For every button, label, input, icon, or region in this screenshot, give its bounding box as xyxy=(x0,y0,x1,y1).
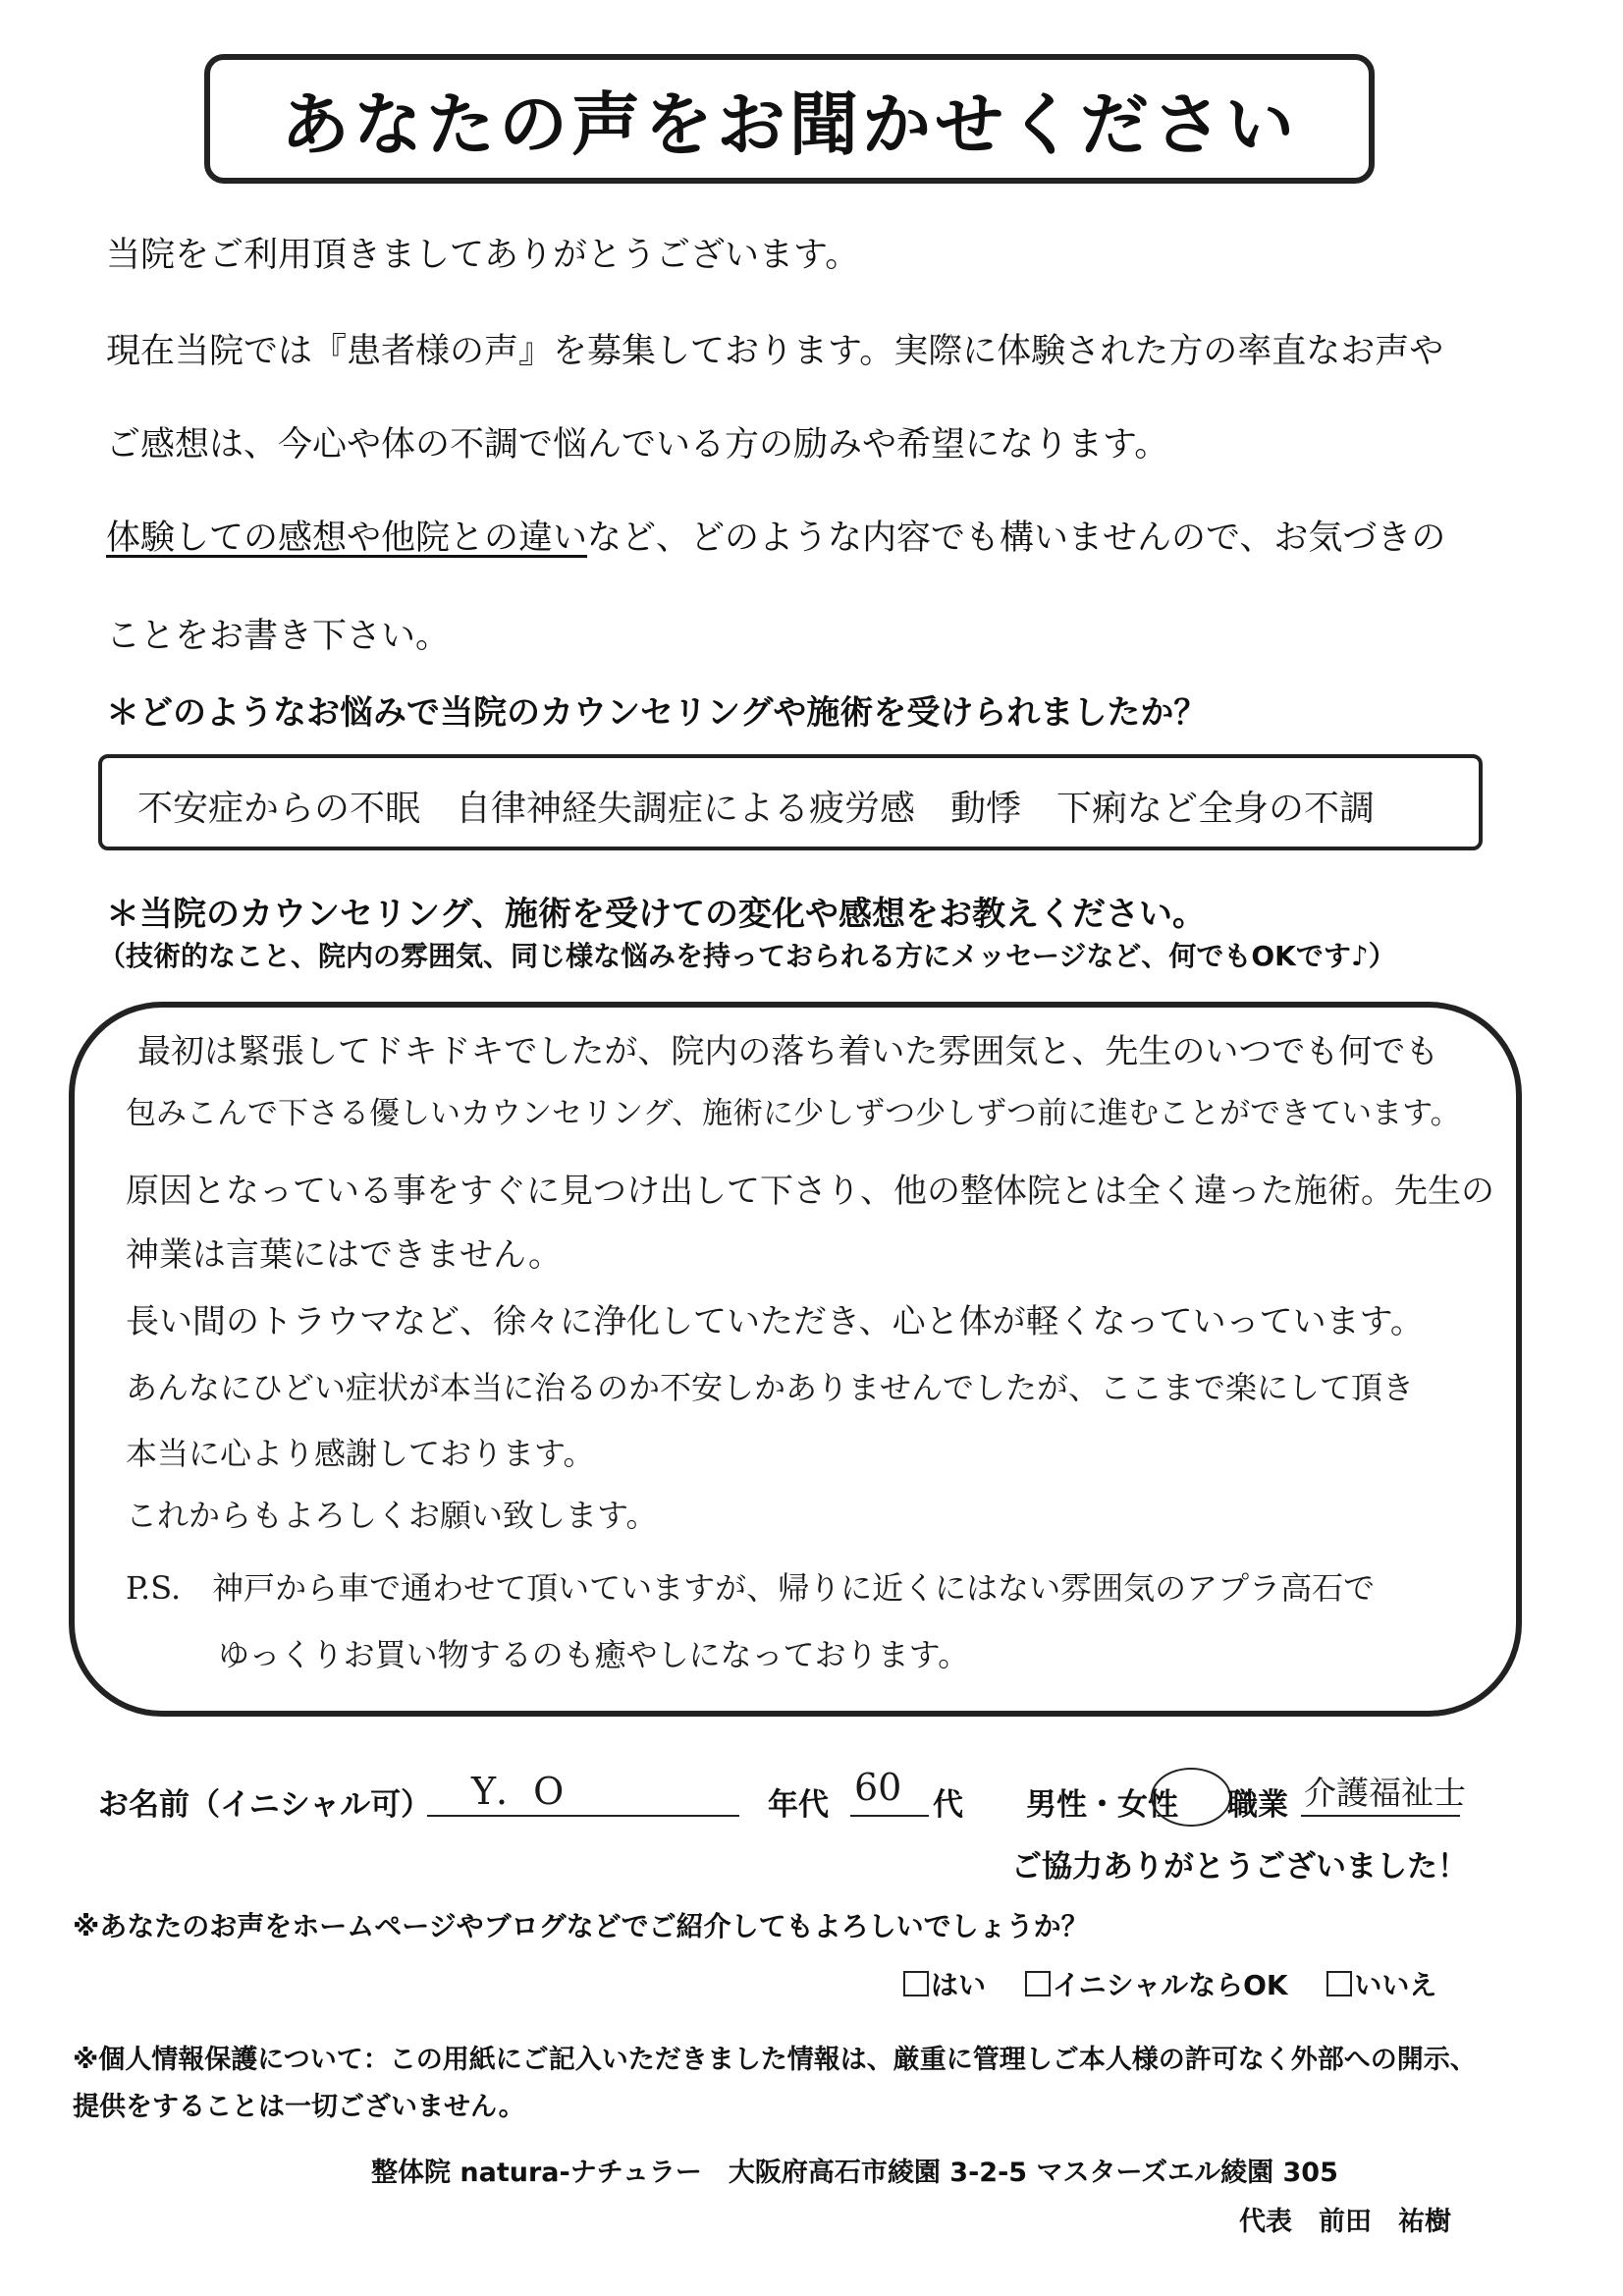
intro-line-3: ご感想は、今心や体の不調で悩んでいる方の励みや希望になります。 xyxy=(106,425,1169,465)
checkbox-icon[interactable] xyxy=(1025,1971,1051,1996)
name-underline xyxy=(427,1815,739,1817)
answer-line-7: 本当に心より感謝しております。 xyxy=(126,1435,595,1472)
privacy-line-1: ※個人情報保護について：この用紙にご記入いただきました情報は、厳重に管理しご本人様の許可なく外部への開示、 xyxy=(73,2045,1477,2075)
consent-option-no[interactable] xyxy=(1326,1964,1436,2003)
answer-line-2: 包みこんで下さる優しいカウンセリング、施術に少しずつ少しずつ前に進むことができています。 xyxy=(126,1096,1461,1131)
answer-line-5: 長い間のトラウマなど、徐々に浄化していただき、心と体が軽くなっていっています。 xyxy=(126,1302,1424,1341)
thanks-text: ご協力ありがとうございました！ xyxy=(1011,1849,1468,1885)
question-1-label: ＊どのようなお悩みで当院のカウンセリングや施術を受けられましたか？ xyxy=(106,693,1208,733)
intro-line-2: 現在当院では『患者様の声』を募集しております。実際に体験された方の率直なお声や xyxy=(106,332,1444,371)
job-underline xyxy=(1301,1815,1460,1817)
answer-line-1: 最初は緊張してドキドキでしたが、院内の落ち着いた雰囲気と、先生のいつでも何でも xyxy=(137,1032,1439,1071)
intro-line-4 xyxy=(106,511,1445,560)
consent-option-initials-label: イニシャルならOK xyxy=(1052,1969,1288,2001)
intro-line-4-rest: など、どのような内容でも構いませんので、お気づきの xyxy=(587,519,1446,558)
job-value: 介護福祉士 xyxy=(1304,1774,1466,1812)
name-value: Y．O xyxy=(471,1770,565,1813)
question-2-label: ＊当院のカウンセリング、施術を受けての変化や感想をお教えください。 xyxy=(106,895,1206,934)
answer-line-9: P.S. 神戸から車で通わせて頂いていますが、帰りに近くにはない雰囲気のアプラ高石で xyxy=(126,1569,1376,1607)
age-label: 年代 xyxy=(768,1787,829,1823)
job-label: 職業 xyxy=(1227,1787,1288,1823)
privacy-line-2: 提供をすることは一切ございません。 xyxy=(73,2092,525,2122)
age-value: 60 xyxy=(854,1766,902,1809)
consent-option-no-label: いいえ xyxy=(1354,1969,1437,2001)
page-title: あなたの声をお聞かせください xyxy=(281,83,1298,165)
consent-option-yes-label: はい xyxy=(931,1969,987,2001)
consent-option-initials[interactable] xyxy=(1025,1964,1288,2003)
consent-question: ※あなたのお声をホームページやブログなどでご紹介してもよろしいでしょうか？ xyxy=(73,1910,1089,1942)
question-1-answer: 不安症からの不眠 自律神経失調症による疲労感 動悸 下痢など全身の不調 xyxy=(137,789,1376,829)
consent-options xyxy=(903,1964,1436,2003)
representative: 代表 前田 祐樹 xyxy=(1239,2207,1451,2237)
consent-option-yes[interactable] xyxy=(903,1964,986,2003)
answer-line-8: これからもよろしくお願い致します。 xyxy=(126,1497,658,1534)
gender-separator: ・ xyxy=(1087,1787,1117,1823)
age-suffix: 代 xyxy=(933,1787,963,1823)
intro-underlined-text: 体験しての感想や他院との違い xyxy=(106,519,588,558)
title-box xyxy=(204,54,1375,184)
gender-female-circle xyxy=(1151,1768,1231,1827)
question-2-note: （技術的なこと、院内の雰囲気、同じ様な悩みを持っておられる方にメッセージなど、何でもOKです♪） xyxy=(98,940,1396,972)
name-label: お名前（イニシャル可） xyxy=(98,1787,432,1823)
answer-line-10: ゆっくりお買い物するのも癒やしになっております。 xyxy=(218,1636,970,1673)
answer-line-4: 神業は言葉にはできません。 xyxy=(126,1235,563,1275)
gender-male: 男性 xyxy=(1026,1787,1087,1823)
checkbox-icon[interactable] xyxy=(903,1971,929,1996)
clinic-info: 整体院 natura-ナチュラー 大阪府高石市綾園 3-2-5 マスターズエル綾園 305 xyxy=(371,2158,1338,2188)
answer-line-3: 原因となっている事をすぐに見つけ出して下さり、他の整体院とは全く違った施術。先生の xyxy=(126,1172,1494,1211)
answer-line-6: あんなにひどい症状が本当に治るのか不安しかありませんでしたが、ここまで楽にして頂き xyxy=(126,1369,1415,1406)
checkbox-icon[interactable] xyxy=(1326,1971,1352,1996)
intro-line-5: ことをお書き下さい。 xyxy=(106,617,451,656)
gender-female: 女性 xyxy=(1117,1787,1178,1823)
intro-line-1: 当院をご利用頂きましてありがとうございます。 xyxy=(106,236,860,275)
age-underline xyxy=(850,1815,929,1817)
